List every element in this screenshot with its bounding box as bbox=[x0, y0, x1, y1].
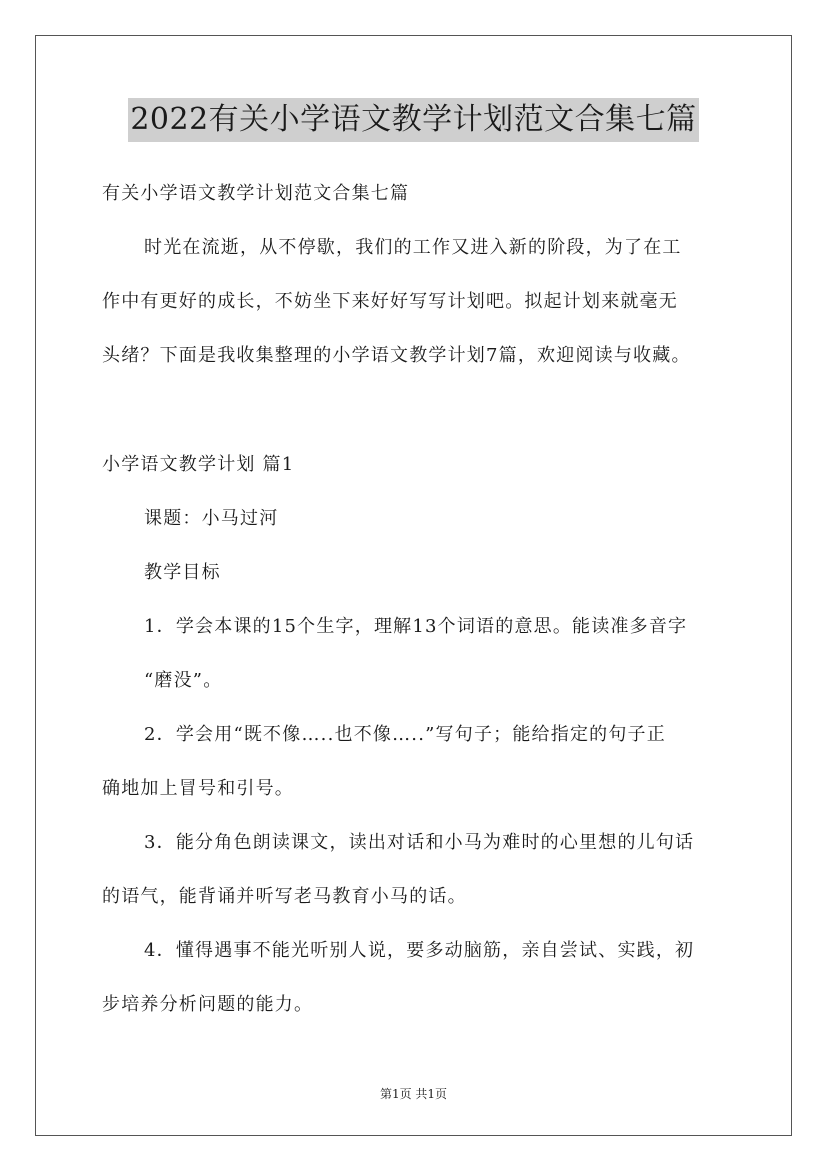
title-container bbox=[0, 98, 827, 142]
goal-3-line-2: 的语气，能背诵并听写老马教育小马的话。 bbox=[102, 886, 467, 907]
intro-paragraph-line-1: 时光在流逝，从不停歇，我们的工作又进入新的阶段，为了在工 bbox=[144, 237, 682, 258]
goal-4-line-1: 4．懂得遇事不能光听别人说，要多动脑筋，亲自尝试、实践，初 bbox=[144, 940, 695, 961]
goal-4-line-2: 步培养分析问题的能力。 bbox=[102, 994, 314, 1015]
intro-paragraph-line-2: 作中有更好的成长，不妨坐下来好好写写计划吧。拟起计划来就毫无 bbox=[102, 291, 678, 312]
goal-1-line-2: “磨没”。 bbox=[144, 670, 223, 691]
goal-1-line-1: 1．学会本课的15个生字，理解13个词语的意思。能读准多音字 bbox=[144, 616, 688, 637]
page-footer: 第1页 共1页 bbox=[379, 1087, 448, 1101]
lesson-topic: 课题：小马过河 bbox=[144, 508, 279, 529]
intro-paragraph-line-3: 头绪？下面是我收集整理的小学语文教学计划7篇，欢迎阅读与收藏。 bbox=[102, 345, 691, 366]
goal-2-line-1: 2．学会用“既不像…..也不像…..”写句子；能给指定的句子正 bbox=[144, 724, 666, 745]
document-title: 2022有关小学语文教学计划范文合集七篇 bbox=[128, 98, 698, 142]
section-heading: 小学语文教学计划 篇1 bbox=[102, 454, 295, 475]
goal-2-line-2: 确地加上冒号和引号。 bbox=[102, 778, 294, 799]
teaching-goals-heading: 教学目标 bbox=[144, 562, 221, 583]
subtitle-line: 有关小学语文教学计划范文合集七篇 bbox=[102, 183, 410, 204]
goal-3-line-1: 3．能分角色朗读课文，读出对话和小马为难时的心里想的儿句话 bbox=[144, 832, 695, 853]
